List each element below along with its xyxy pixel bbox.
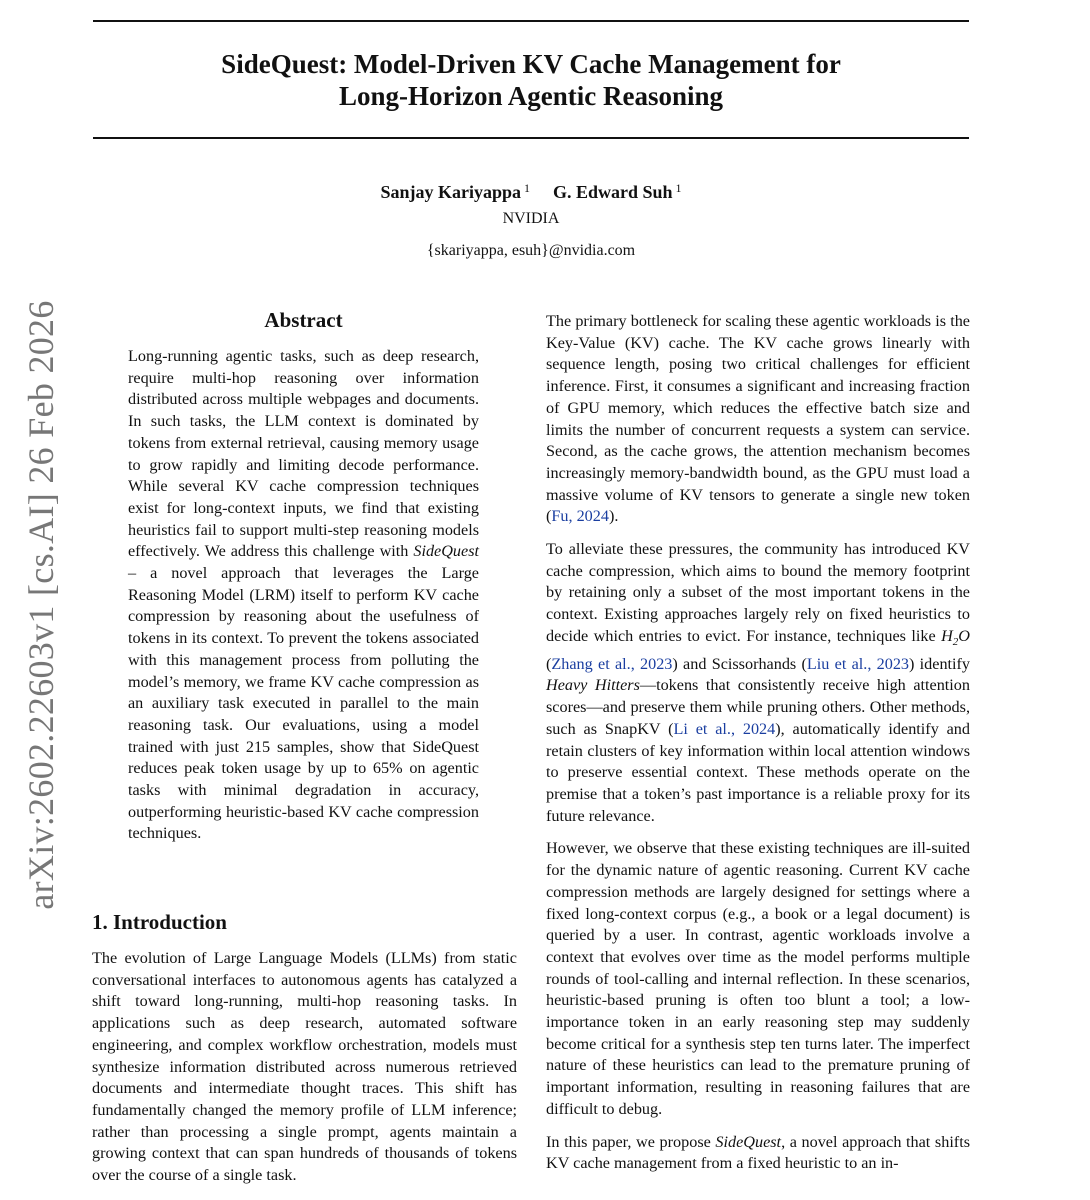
paragraph [546, 311, 970, 528]
abstract-text [128, 346, 479, 845]
abstract-part: – a novel approach that leverages the Large Reasoning Model (LRM) itself to perform KV cache compression by reasoning about the usefulness of tokens in its context. To prevent the tokens associated with this management process from polluting the model’s memory, we frame KV cache compression as an auxiliary task executed in parallel to the main reasoning task. Our evaluations, using a model trained with just 215 samples, show that SideQuest reduces peak token usage by up to 65% on agentic tasks with minimal degradation in accuracy, outperforming heuristic-based KV cache compression techniques. [128, 564, 479, 843]
text-run: ), automatically identify and retain clusters of key information within local attention windows to preserve essential context. These methods operate on the premise that a token’s past importance is a reliable proxy for its future relevance. [546, 719, 970, 825]
author-name: Sanjay Kariyappa [380, 182, 521, 202]
author-affil-mark: 1 [523, 181, 530, 195]
citation-link[interactable]: Li et al., 2024 [673, 719, 776, 738]
author-list [93, 176, 969, 204]
text-run: The primary bottleneck for scaling these agentic workloads is the Key-Value (KV) cache. The KV cache grows linearly with sequence length, posing two critical challenges for efficient inference. First, it consumes a significant and increasing fraction of GPU memory, which reduces the effective batch size and limits the number of concurrent requests a system can service. Second, as the cache grows, the attention mechanism becomes increasingly memory-bandwidth bound, as the GPU must load a massive volume of KV tensors to generate a single new token ( [546, 312, 970, 526]
term-heavy-hitters: Heavy Hitters [546, 676, 640, 695]
text-run: To alleviate these pressures, the community has introduced KV cache compression, which aims to bound the memory footprint by retaining only a subset of the most important tokens in the context. Existing approaches largely rely on fixed heuristics to decide which entries to evict. For instance, techniques like [546, 540, 970, 645]
intro-left-column [92, 948, 517, 1187]
text-run: In this paper, we propose [546, 1132, 716, 1151]
paragraph [546, 1132, 970, 1175]
citation-link[interactable]: Fu, 2024 [551, 507, 609, 526]
paragraph: However, we observe that these existing techniques are ill-suited for the dynamic nature of agentic reasoning. Current KV cache compression methods are largely designed for settings where a fixed long-context corpus (e.g., a book or a legal document) is queried by a user. In contrast, agentic workloads involve a context that evolves over time as the model performs multiple rounds of tool-calling and internal reflection. In these scenarios, heuristic-based pruning is often too blunt a tool; a low-importance token in an early reasoning step may suddenly become critical for a synthesis step ten turns later. The imperfect nature of these heuristics can lead to the premature pruning of important information, resulting in reasoning failures that are difficult to debug. [546, 839, 970, 1118]
author-name: G. Edward Suh [552, 182, 673, 202]
citation-link[interactable]: Liu et al., 2023 [806, 654, 910, 673]
abstract-part: Long-running agentic tasks, such as deep research, require multi-hop reasoning over information distributed across multiple webpages and documents. In such tasks, the LLM context is dominated by tokens from external retrieval, causing memory usage to grow rapidly and limiting decode performance. While several KV cache compression techniques exist for long-context inputs, we find that existing heuristics fail to support multi-step reasoning models effectively. We address this challenge with [128, 347, 479, 561]
paragraph [546, 539, 970, 827]
abstract-method-name: SideQuest [413, 542, 479, 561]
section-heading-introduction: 1. Introduction [92, 910, 227, 934]
author-affil-mark: 1 [675, 181, 682, 195]
affiliation: NVIDIA [502, 210, 560, 227]
title-bottom-rule [93, 137, 969, 139]
intro-right-column [546, 311, 970, 1175]
text-run: ( [546, 654, 552, 673]
method-name: SideQuest [715, 1132, 782, 1151]
text-run: —tokens that consistently receive high attention scores—and preserve them while pruning others. Other methods, such as SnapKV ( [546, 676, 970, 738]
text-run: ). [608, 507, 619, 526]
author-email: {skariyappa, esuh}@nvidia.com [426, 242, 636, 259]
citation-link[interactable]: Zhang et al., 2023 [551, 654, 673, 673]
text-run: H [941, 626, 953, 645]
title-line-1: SideQuest: Model-Driven KV Cache Management for [221, 49, 841, 79]
arxiv-stamp: arXiv:2602.22603v1 [cs.AI] 26 Feb 2026 [21, 300, 61, 910]
method-h2o [941, 626, 970, 649]
text-run: ) identify [909, 654, 971, 673]
top-rule [93, 20, 969, 22]
text-run: O [958, 626, 970, 645]
paragraph: The evolution of Large Language Models (LLMs) from static conversational interfaces to autonomous agents has catalyzed a shift toward long-running, multi-hop reasoning tasks. In applications such as deep research, automated software engineering, and complex workflow orchestration, models must synthesize information distributed across numerous retrieved documents and intermediate thought traces. This shift has fundamentally changed the memory profile of LLM inference; rather than processing a single prompt, agents maintain a growing context that can span hundreds of thousands of tokens over the course of a single task. [92, 949, 517, 1185]
title-line-2: Long-Horizon Agentic Reasoning [338, 81, 723, 111]
text-run: , a novel approach that shifts KV cache management from a fixed heuristic to an in- [546, 1132, 970, 1173]
abstract-heading: Abstract [264, 308, 343, 332]
paper-title [93, 48, 969, 112]
subscript: 2 [952, 636, 959, 649]
text-run: ) and Scissorhands ( [672, 654, 807, 673]
